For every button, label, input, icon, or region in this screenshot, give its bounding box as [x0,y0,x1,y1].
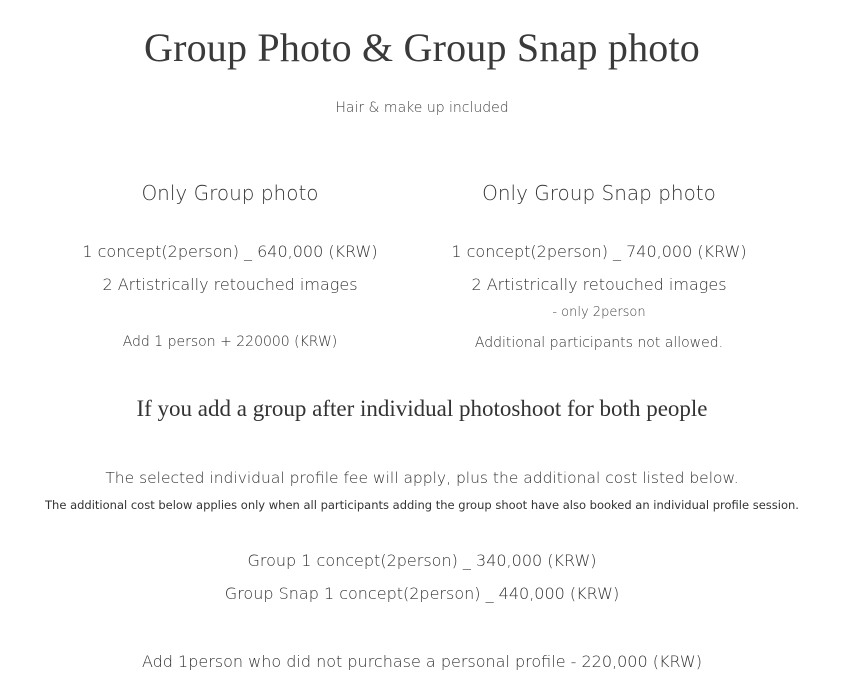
page-subtitle: Hair & make up included [335,100,509,116]
addon-group-price: Group 1 concept(2person) _ 340,000 (KRW) [247,551,597,570]
package-heading: Only Group Snap photo [482,181,716,205]
package-additional: Add 1 person + 220000 (KRW) [122,334,338,350]
addon-heading: If you add a group after individual photoshoot for both people [136,396,708,421]
addon-fee-note: The additional cost below applies only when all participants adding the group shoot have also booked an individual profile session. [45,498,799,512]
addon-snap-price: Group Snap 1 concept(2person) _ 440,000 (KRW) [224,584,620,603]
package-heading: Only Group photo [141,181,319,205]
package-images: 2 Artistrically retouched images [471,275,727,294]
package-price: 1 concept(2person) _ 640,000 (KRW) [82,242,378,261]
package-additional: Additional participants not allowed. [474,335,724,351]
package-note: - only 2person [552,305,646,320]
package-price: 1 concept(2person) _ 740,000 (KRW) [451,242,747,261]
addon-fee-text: The selected individual profile fee will apply, plus the additional cost listed below. [105,469,739,487]
page-title: Group Photo & Group Snap photo [144,25,700,70]
addon-extra-person: Add 1person who did not purchase a personal profile - 220,000 (KRW) [141,652,702,671]
package-images: 2 Artistrically retouched images [102,275,358,294]
